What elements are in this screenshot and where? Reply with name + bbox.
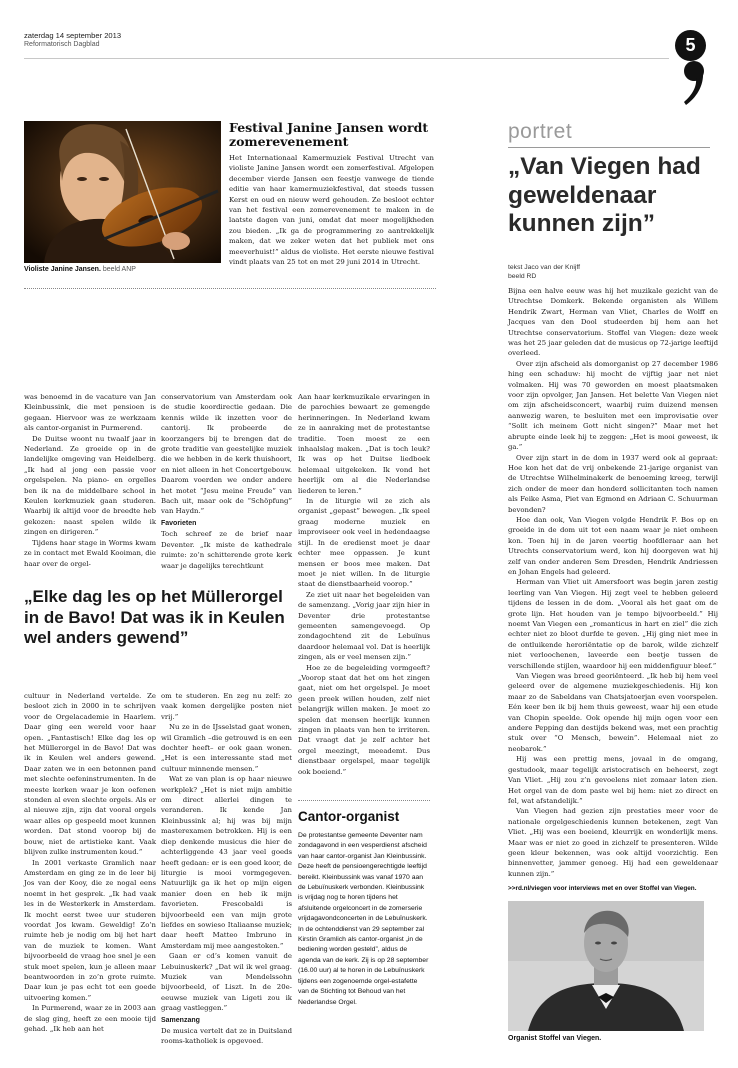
paragraph: was benoemd in de vacature van Jan Kleinbussink, die met pensioen is gegaan. Hiervoor was ze werkzaam als cantor-organist in Purmerend.: [24, 393, 156, 433]
cantor-divider: [298, 800, 430, 801]
violinist-caption-credit: beeld ANP: [102, 266, 136, 273]
article-column-2-bottom: [161, 691, 292, 1047]
paragraph: Wat ze van plan is op haar nieuwe werkplek? „Het is niet mijn ambitie om direct allerlei dingen te veranderen. Ik kende Jan Kleinbussink al; hij was bij mijn masterexamen betrokken. Hij is een diep denkende musicus die hier de achterliggende 43 jaar veel goeds heeft gedaan: er is een goed koor, de liturgie is mooi vormgegeven. Natuurlijk ga ik het op mijn eigen manier doen en heb ik mijn favorieten. Frescobaldi is bijvoorbeeld een van mijn grote liefdes en sowieso Italiaanse muziek; daar heeft Matteo Imbruno in Amsterdam mij mee aangestoken.”: [161, 775, 292, 950]
paragraph: Van Viegen was breed georiënteerd. „Ik heb bij hem veel geleerd over de algemene muziekgeschiedenis. Hij kon maar zo de Sabeldans van Chatsjatoerjan even voorspelen. Eén keer ben ik bij hem thuis geweest, waar hij een etude van Chopin speelde. Ook opende hij mijn ogen voor een andere Pepping dan destijds bekend was, met een prachtig stuk over “O Mensch, bewein”. Helemaal niet zo neobarok.”: [508, 672, 718, 753]
paragraph: Gaan er cd’s komen vanuit de Lebuinuskerk? „Dat wil ik wel graag. Muziek van Mendelssohn bijvoorbeeld, of Liszt. In de 20e-eeuwse muziek van Ligeti zou ik graag vastleggen.”: [161, 952, 292, 1013]
paragraph: De musica vertelt dat ze in Duitsland rooms-katholiek is opgevoed.: [161, 1027, 292, 1046]
paragraph: Aan haar kerkmuzikale ervaringen in de parochies bewaart ze gemengde herinneringen. In Nederland kwam ze in aanraking met de protestantse traditie. Toen moest ze een inhaalslag maken. „Dat is toch leuk? Ik was op het Duitse liedboek helemaal uitgekeken. Ik vond het heerlijk om al die Nederlandse liederen te leren.”: [298, 393, 430, 495]
paragraph: Hoe ze de begeleiding vormgeeft? „Voorop staat dat het om het zingen gaat, niet om het orgelspel. Je moet geen preek willen houden, zelf niet belangrijk willen maken. Je moet zo spelen dat mensen heerlijk kunnen zingen in plaats van hen te irriteren. Dat vraagt dat je zelf achter het orgel meezingt, meeademt. Dus dienstbaar orgelspel, maar tegelijk ook boeiend.”: [298, 663, 430, 776]
paragraph: In 2001 verkaste Gramlich naar Amsterdam en ging ze in de leer bij Jos van der Kooy, die ze nogal eens noemt in het gesprek. „Ik had vaak les in de Westerkerk in Amsterdam. Ik mocht eerst twee uur studeren voordat Jos kwam. Geweldig! Zo’n ruimte heb je nodig om bij het hart van de muziek te komen. Want bijvoorbeeld de vraag hoe snel je een stuk moet spelen, kun je alleen maar beantwoorden in zo’n grote ruimte. Daar kun je pas echt tot een goede uitvoering komen.”: [24, 858, 156, 1002]
portret-divider: [508, 147, 710, 148]
paragraph: Nu ze in de IJsselstad gaat wonen, wil Gramlich –die getrouwd is en een dochter heeft– er ook gaan wonen. „Het is een interessante stad met cultuur minnende mensen.”: [161, 723, 292, 773]
cantor-body: De protestantse gemeente Deventer nam zondagavond in een vesperdienst afscheid van haar cantor-organist Jan Kleinbussink. Deze heeft de pensioengerechtigde leeftijd bereikt. Kleinbussink was vanaf 1970 aan de Lebuïnuskerk verbonden. Kleinbussink is vrijdag nog te horen tijdens het afsluitende orgelconcert in de zomerserie vrijdagavondconcerten in de Lebuïnuskerk. In de ochtenddienst van 29 september zal Kirstin Gramlich als cantor-organist „in de bediening worden gesteld”, aldus de agenda van de kerk. Zij is op 28 september (16.00 uur) al te horen in de Lebuïnuskerk tijdens een zogenoemde orgel-estafette van de Stichting tot Behoud van het Nederlandse Orgel.: [298, 832, 429, 1006]
festival-headline: Festival Janine Jansen wordt zomerevenement: [229, 120, 429, 149]
paragraph: Herman van Vliet uit Amersfoort was begin jaren zestig leerling van Van Viegen. Hij zegt veel te hebben geleerd tijdens de lessen in de dom. „Vooral als het gaat om de grote lijn. Het houden van je tempo bijvoorbeeld.” Hij noemt Van Viegen een „romanticus in hart en ziel” die zich echter niet zo bloot durfde te geven. „Hij ging niet mee in de ontluikende heroriëntatie op de barok, wilde zichzelf niet verloochenen, laveerde een beetje tussen de verschillende stijlen, waardoor hij een middenfiguur bleef.”: [508, 578, 718, 670]
subheading-favorieten: Favorieten: [161, 519, 197, 527]
paragraph: Ze ziet uit naar het begeleiden van de samenzang. „Vorig jaar zijn hier in Deventer drie protestantse gemeenten samengevoegd. Op zondagochtend zit de Lebuïnus daardoor helemaal vol. Dat is heerlijk zingen, als er veel mensen zijn.”: [298, 590, 430, 662]
festival-divider: [24, 288, 436, 289]
paragraph: De Duitse woont nu twaalf jaar in Nederland. Ze groeide op in de landelijke omgeving van Heidelberg. „Ik had al jong een passie voor orgelspelen. Na piano- en orgelles ben ik na de middelbare school in Keulen kerkmuziek gaan studeren. Waarbij ik altijd voor de breedte heb gekozen: naast spelen wilde ik zingen en dirigeren.”: [24, 434, 156, 537]
festival-body: Het Internationaal Kamermuziek Festival Utrecht van violiste Janine Jansen wordt een zomerfestival. Afgelopen december vierde Jansen een feestje vanwege de tiende editie van haar kamermuziekfestival, dat steeds tussen Kerst en oud en nieuw werd gehouden. Ze besloot echter van het festival een zomerevenement te maken in de laatste dagen van juni, omdat dat meer mogelijkheden zou bieden. „Ik ga de programmering zo aantrekkelijk maken, dat we zeker weten dat het publiek met ons meeverhuist!” aldus de violiste. Het eerste nieuwe festival vindt plaats van 25 tot en met 29 juni 2014 in Utrecht.: [229, 154, 434, 267]
article-column-1-bottom: [24, 691, 156, 1034]
masthead-date: zaterdag 14 september 2013: [24, 31, 122, 40]
paragraph: Over zijn start in de dom in 1937 werd ook al gepraat: Hoe kon het dat de vrij onbekende 21-jarige organist van de Utrechtse Wilhelminakerk de benoeming kreeg, terwijl zich onder de meer dan honderd sollicitanten toch namen als Feike Asma, Piet van Egmond en Adriaan C. Schuurman bevonden?: [508, 453, 718, 514]
byline-author: tekst Jaco van der Knijff: [508, 264, 581, 271]
organist-photo: [508, 901, 704, 1031]
violinist-caption-text: Violiste Janine Jansen.: [24, 266, 101, 273]
website-link[interactable]: >>rd.nl/viegen voor interviews met en over Stoffel van Viegen.: [508, 885, 697, 892]
pull-quote: „Elke dag les op het Müllerorgel in de Bavo! Dat was ik in Keulen wel anders gewend”: [24, 587, 285, 647]
subheading-samenzang: Samenzang: [161, 1016, 200, 1024]
paragraph: Hij was een prettig mens, jovaal in de omgang, gestudook, maar tegelijk aristocratisch en beheerst, zegt Van Vliet. „Hij zou z’n gevoelens niet zomaar laten zien. Het orgel van de dom paste wel bij hem: niet zo direct en fel, wat afstandelijk.”: [508, 755, 718, 805]
paragraph: In Purmerend, waar ze in 2003 aan de slag ging, heeft ze een mooie tijd gehad. „Ik heb aan het: [24, 1004, 156, 1033]
organist-caption: [508, 1035, 601, 1042]
masthead-divider: [24, 58, 669, 59]
masthead-paper-name: Reformatorisch Dagblad: [24, 41, 100, 48]
portret-byline: [508, 263, 580, 281]
paragraph: Hoe dan ook, Van Viegen volgde Hendrik F. Bos op en groeide in de dom uit tot een naam waar je niet omheen kon. Toen hij in de jaren veertig hoofdleraar aan het Utrechts conservatorium werd, kon hij doorgeven wat hij zelf van onder anderen Sem Dresden, Hendrik Andriessen en Johan Engels had geleerd.: [508, 515, 718, 576]
paragraph: Bijna een halve eeuw was hij het muzikale gezicht van de Utrechtse Domkerk. Bekende organisten als Willem Hendrik Zwart, Herman van Vliet, Charles de Wolff en Jacques van den Dool studeerden bij hem aan het Utrechtse conservatorium. Stoffel van Viegen: deze week was het 25 jaar geleden dat de musicus op 72-jarige leeftijd overleed.: [508, 287, 718, 358]
paragraph: Van Viegen had gezien zijn prestaties meer voor de nationale orgelgeschiedenis kunnen betekenen, zegt Van Vliet. „Hij was een boeiend, kleurrijk en wonderlijk mens. Maar was er niet zo goed in zichzelf te presenteren. Wilde geen kleur bekennen, was ook altijd voorzichtig. Een binnenvetter, jammer genoeg. Hij had een geweldenaar kunnen zijn.”: [508, 807, 718, 878]
paragraph: Over zijn afscheid als domorganist op 27 december 1986 hing een schaduw: hij mocht de vijftig jaar net niet volmaken. Hij was 70 geworden en moest plaatsmaken voor zijn opvolger, Jan Jansen. Het belette Van Viegen niet om zijn afscheidsconcert, waarbij ruim duizend mensen aanwezig waren, te besluiten met een improvisatie over “Sollt ich meinem Gott nicht singen?” Maar met het abrupte einde leek hij te zeggen: „Het is mooi geweest, ik ga.”: [508, 359, 718, 452]
organist-caption-text: Organist Stoffel van Viegen.: [508, 1035, 602, 1042]
paragraph: Tijdens haar stage in Worms kwam ze in contact met Ewald Kooiman, die haar over de orgel-: [24, 538, 156, 568]
page-number-badge: 5: [675, 30, 706, 61]
paragraph: conservatorium van Amsterdam ook de studie koordirectie gedaan. Die kennis wilde ik inzetten voor de cantorij. Ik probeerde de koorzangers bij te brengen dat de grote traditie van geestelijke muziek die we hebben in de kerk thuishoort, en niet alleen in het Concertgebouw. Daarom voerden we onder andere het motet “Jesu meine Freude” van Bach uit, maar ook de “Schöpfung” van Haydn.”: [161, 393, 292, 516]
portret-body: [508, 286, 718, 879]
violinist-caption: [24, 266, 136, 273]
violinist-photo: [24, 121, 221, 263]
portret-headline: „Van Viegen had geweldenaar kunnen zijn”: [508, 153, 701, 237]
article-column-2-top: [161, 392, 292, 571]
paragraph: In de liturgie wil ze zich als organist „gepast” bewegen. „Ik speel graag moderne muziek en improviseer ook veel in hedendaagse stijl. In de eredienst moet je daar echter mee oppassen. Je kunt mensen er boos mee maken. Dat moet je niet willen. In de liturgie staat de dienstbaarheid voorop.”: [298, 497, 430, 589]
portret-section-label: portret: [508, 120, 573, 143]
byline-photo-credit: beeld RD: [508, 273, 537, 280]
article-column-1-top: [24, 392, 156, 569]
paragraph: Toch schreef ze de brief naar Deventer. „Ik miste de kathedrale ruimte: zo’n schitterende grote kerk waar je dagelijks terechtkunt: [161, 530, 292, 570]
cantor-headline: Cantor-organist: [298, 809, 400, 824]
comma-logo-icon: [682, 60, 706, 106]
article-column-3: [298, 392, 430, 777]
paragraph: om te studeren. En zeg nu zelf: zo vaak komen dergelijke posten niet vrij.”: [161, 692, 292, 721]
paragraph: cultuur in Nederland vertelde. Ze besloot zich in 2000 in te schrijven voor de Orgelacademie in Haarlem. Daar ging een wereld voor haar open. „Fantastisch! Elke dag les op het Müllerorgel in de Bavo! Dat was ik in Keulen wel anders gewend. Daar zaten we in een betonnen pand met slechte oefeninstrumenten. In de meeste kerken waar je kon oefenen stonden al even slechte orgels. Als er al nieuwe zijn, zijn dat vooral orgels waar alles op gespeeld moet kunnen worden. Dat stond voorop bij de bouw, niet de artistieke kant. Vaak blijven zulke instrumenten koud.”: [24, 692, 156, 857]
